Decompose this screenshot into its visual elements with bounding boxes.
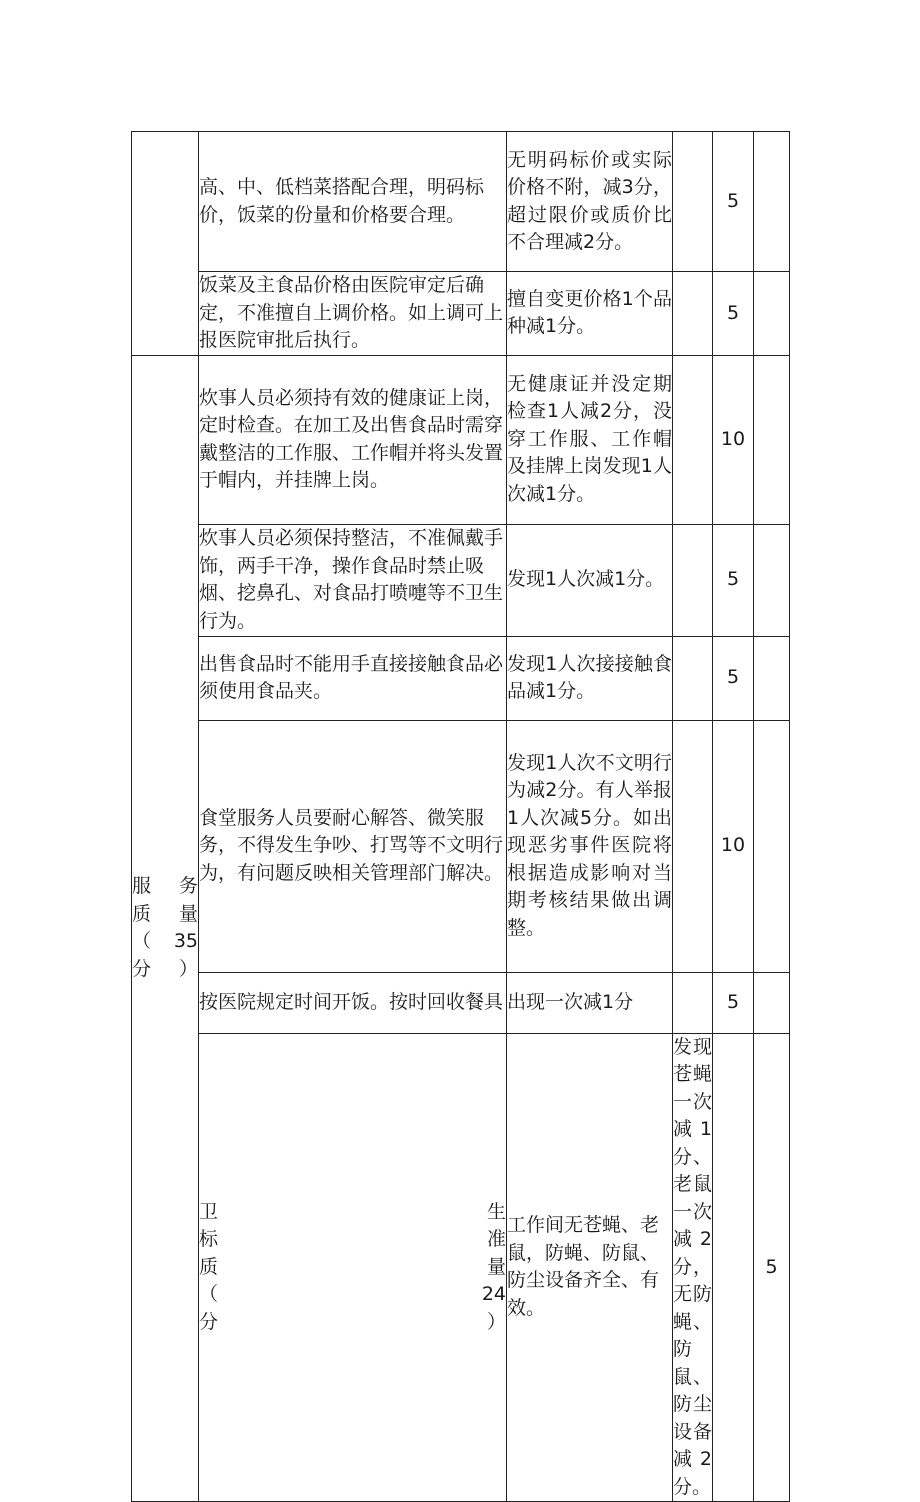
- penalty-cell: 无健康证并没定期检查1人减2分，没穿工作服、工作帽及挂牌上岗发现1人次减1分。: [507, 355, 673, 524]
- blank-cell: [713, 1033, 754, 1502]
- category-label: 服务: [132, 875, 198, 898]
- penalty-cell: 发现1人次减1分。: [507, 524, 673, 636]
- score-cell: 5: [713, 636, 754, 720]
- score-cell: 5: [713, 524, 754, 636]
- blank-cell: [673, 720, 713, 972]
- score-cell: 5: [713, 272, 754, 356]
- table-row: [132, 972, 790, 1033]
- table-row: [132, 132, 790, 272]
- blank-cell: [673, 972, 713, 1033]
- score-cell: 5: [713, 972, 754, 1033]
- category-cell-empty: [132, 132, 199, 356]
- penalty-cell: 无明码标价或实际价格不附，减3分，超过限价或质价比不合理减2分。: [507, 132, 673, 272]
- table-row: [132, 636, 790, 720]
- requirement-cell: 炊事人员必须保持整洁，不准佩戴手饰，两手干净，操作食品时禁止吸烟、挖鼻孔、对食品打喷嚏等不卫生行为。: [199, 524, 507, 636]
- category-label: 卫生: [199, 1200, 506, 1223]
- score-cell: 5: [754, 1033, 790, 1502]
- category-label: （24: [199, 1283, 506, 1305]
- category-label: 质量: [199, 1255, 506, 1278]
- requirement-cell: 按医院规定时间开饭。按时回收餐具: [199, 972, 507, 1033]
- penalty-cell: 发现1人次接接触食品减1分。: [507, 636, 673, 720]
- penalty-cell: 发现苍蝇一次减1分、老鼠一次减2分，无防蝇、防鼠、防尘设备减2分。: [673, 1033, 713, 1502]
- requirement-cell: 出售食品时不能用手直接接触食品必须使用食品夹。: [199, 636, 507, 720]
- requirement-cell: 饭菜及主食品价格由医院审定后确定，不准擅自上调价格。如上调可上报医院审批后执行。: [199, 272, 507, 356]
- blank-cell: [673, 524, 713, 636]
- blank-cell: [673, 355, 713, 524]
- blank-cell: [754, 720, 790, 972]
- requirement-cell: 高、中、低档菜搭配合理，明码标价，饭菜的份量和价格要合理。: [199, 132, 507, 272]
- penalty-cell: 出现一次减1分: [507, 972, 673, 1033]
- blank-cell: [754, 524, 790, 636]
- score-cell: 10: [713, 355, 754, 524]
- table-row: [132, 720, 790, 972]
- category-hygiene-quality: [199, 1033, 507, 1502]
- blank-cell: [754, 272, 790, 356]
- requirement-cell: 工作间无苍蝇、老鼠，防蝇、防鼠、防尘设备齐全、有效。: [507, 1033, 673, 1502]
- table-row: [132, 272, 790, 356]
- category-label: 质量: [132, 902, 198, 925]
- table-row: [132, 355, 790, 524]
- score-cell: 10: [713, 720, 754, 972]
- category-label: 标准: [199, 1228, 506, 1250]
- penalty-cell: 发现1人次不文明行为减2分。有人举报1人次减5分。如出现恶劣事件医院将根据造成影响对当期考核结果做出调整。: [507, 720, 673, 972]
- blank-cell: [754, 972, 790, 1033]
- blank-cell: [754, 132, 790, 272]
- category-label: 分）: [199, 1310, 506, 1333]
- blank-cell: [673, 272, 713, 356]
- category-label: 分）: [132, 957, 198, 980]
- table-row: [132, 524, 790, 636]
- table-row: [132, 1033, 790, 1502]
- blank-cell: [754, 355, 790, 524]
- requirement-cell: 炊事人员必须持有效的健康证上岗，定时检查。在加工及出售食品时需穿戴整洁的工作服、工作帽并将头发置于帽内，并挂牌上岗。: [199, 355, 507, 524]
- category-label: （35: [132, 930, 198, 953]
- blank-cell: [673, 636, 713, 720]
- blank-cell: [673, 132, 713, 272]
- penalty-cell: 擅自变更价格1个品种减1分。: [507, 272, 673, 356]
- requirement-cell: 食堂服务人员要耐心解答、微笑服务，不得发生争吵、打骂等不文明行为，有问题反映相关管理部门解决。: [199, 720, 507, 972]
- category-service-quality: [132, 355, 199, 1502]
- score-cell: 5: [713, 132, 754, 272]
- assessment-table: [131, 131, 790, 1502]
- blank-cell: [754, 636, 790, 720]
